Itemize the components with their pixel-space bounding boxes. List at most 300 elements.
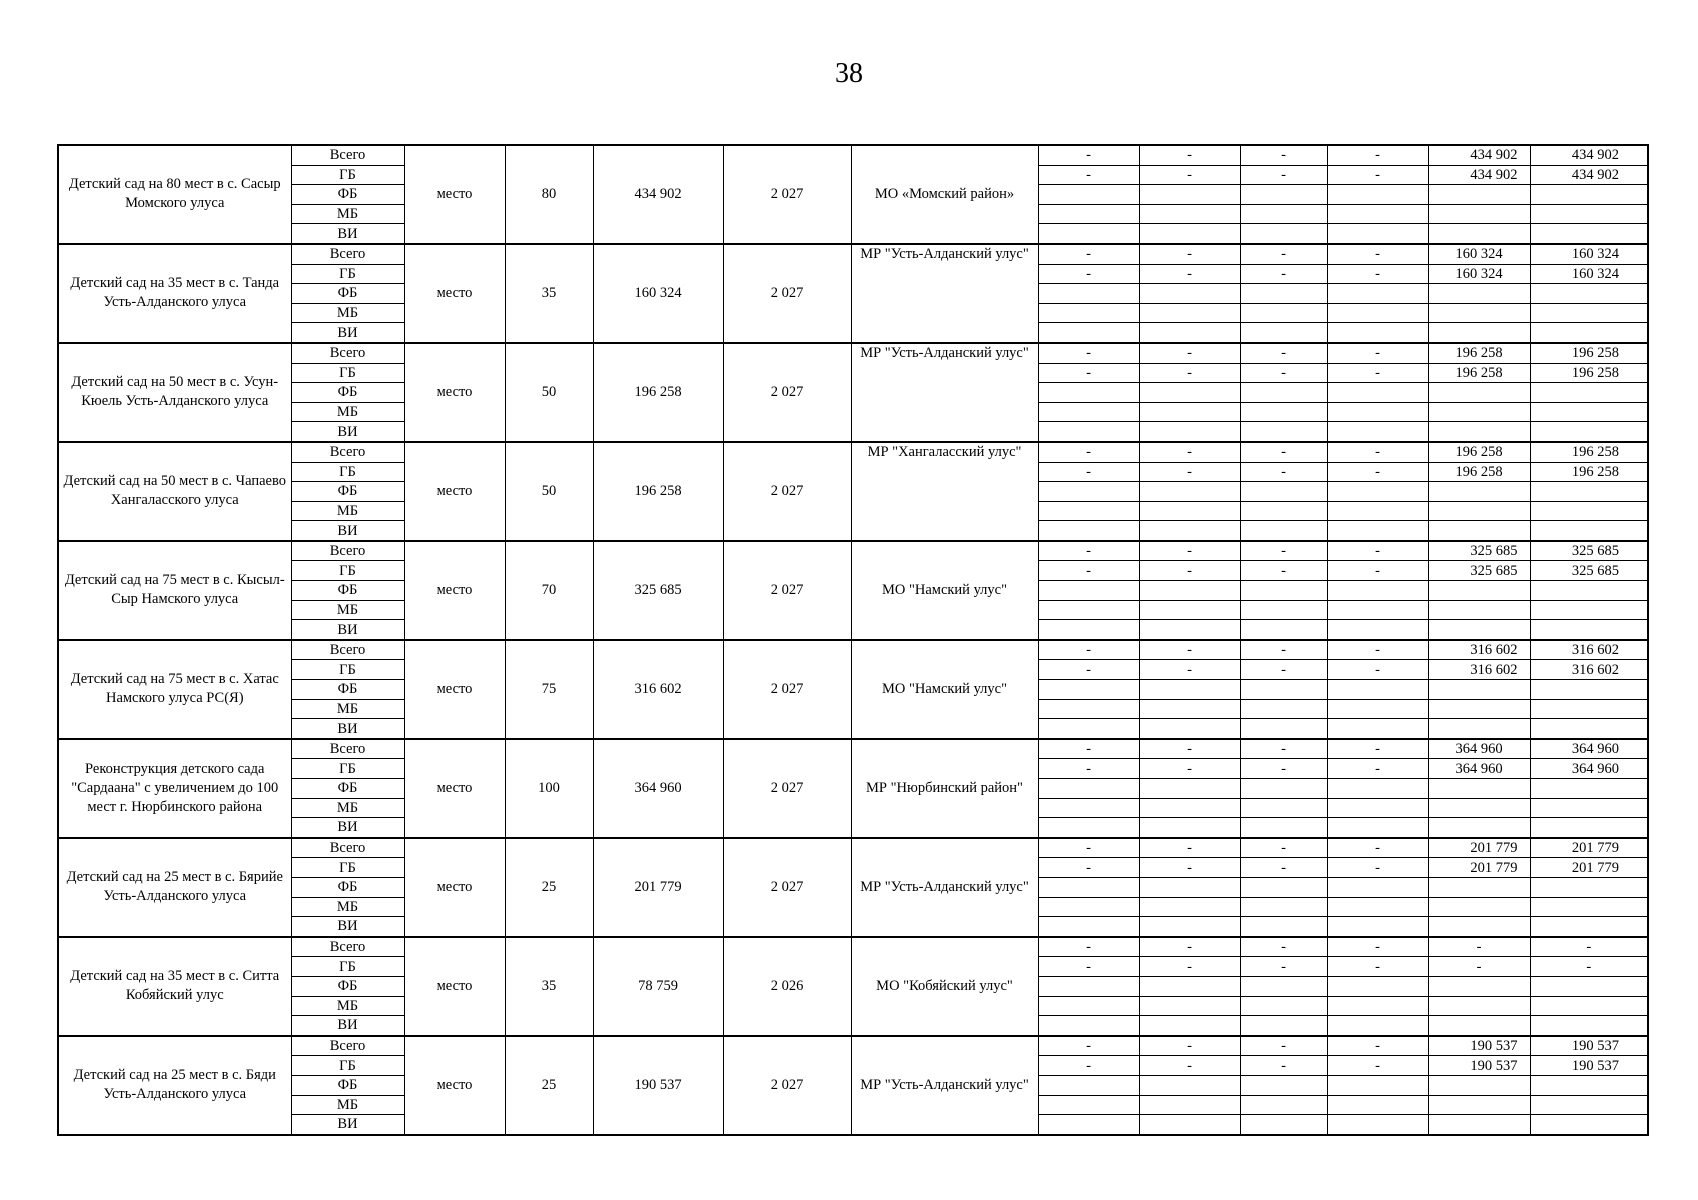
empty-cell <box>1327 284 1428 304</box>
value-cell: - <box>1038 660 1139 680</box>
value-cell: - <box>1038 739 1139 759</box>
empty-cell <box>1038 581 1139 601</box>
empty-cell <box>1139 1075 1240 1095</box>
empty-cell <box>1240 323 1327 343</box>
empty-cell <box>1038 897 1139 917</box>
empty-cell <box>1327 600 1428 620</box>
project-block <box>58 937 1648 1036</box>
project-name: Детский сад на 75 мест в с. Кысыл-Сыр Намского улуса <box>58 541 291 640</box>
value-cell: - <box>1139 145 1240 165</box>
funding-source: Всего <box>291 541 404 561</box>
owner-cell: МР "Усть-Алданский улус" <box>851 838 1038 937</box>
empty-cell <box>1428 1095 1530 1115</box>
empty-cell <box>1240 996 1327 1016</box>
empty-cell <box>1327 185 1428 205</box>
value-cell: - <box>1327 145 1428 165</box>
funding-source: ВИ <box>291 422 404 442</box>
funding-source: ВИ <box>291 521 404 541</box>
funding-source: Всего <box>291 1036 404 1056</box>
value-cell: - <box>1038 442 1139 462</box>
funding-source: ФБ <box>291 1075 404 1095</box>
empty-cell <box>1240 303 1327 323</box>
value-cell: - <box>1327 363 1428 383</box>
empty-cell <box>1038 779 1139 799</box>
value-cell: - <box>1240 343 1327 363</box>
empty-cell <box>1240 383 1327 403</box>
empty-cell <box>1139 581 1240 601</box>
value-cell: 434 902 <box>1428 165 1530 185</box>
funding-source: МБ <box>291 897 404 917</box>
empty-cell <box>1530 422 1648 442</box>
empty-cell <box>1240 284 1327 304</box>
value-cell: - <box>1240 937 1327 957</box>
funding-source: ГБ <box>291 660 404 680</box>
capacity-cell: 25 <box>505 838 593 937</box>
value-cell: 434 902 <box>1530 165 1648 185</box>
empty-cell <box>1139 897 1240 917</box>
empty-cell <box>1530 917 1648 937</box>
value-cell: 201 779 <box>1530 858 1648 878</box>
table-row <box>58 343 1648 363</box>
value-cell: - <box>1139 1056 1240 1076</box>
value-cell: 190 537 <box>1530 1036 1648 1056</box>
empty-cell <box>1139 996 1240 1016</box>
empty-cell <box>1038 996 1139 1016</box>
cost-cell: 196 258 <box>593 442 723 541</box>
empty-cell <box>1428 284 1530 304</box>
value-cell: 316 602 <box>1530 660 1648 680</box>
value-cell: - <box>1327 165 1428 185</box>
empty-cell <box>1327 581 1428 601</box>
value-cell: - <box>1240 660 1327 680</box>
empty-cell <box>1327 521 1428 541</box>
empty-cell <box>1327 501 1428 521</box>
empty-cell <box>1327 422 1428 442</box>
empty-cell <box>1038 917 1139 937</box>
funding-source: ВИ <box>291 620 404 640</box>
empty-cell <box>1038 798 1139 818</box>
empty-cell <box>1428 897 1530 917</box>
empty-cell <box>1530 877 1648 897</box>
empty-cell <box>1139 303 1240 323</box>
empty-cell <box>1530 976 1648 996</box>
unit-cell: место <box>404 541 505 640</box>
value-cell: - <box>1240 739 1327 759</box>
empty-cell <box>1428 204 1530 224</box>
value-cell: - <box>1240 858 1327 878</box>
funding-source: МБ <box>291 798 404 818</box>
empty-cell <box>1139 600 1240 620</box>
unit-cell: место <box>404 640 505 739</box>
funding-source: ФБ <box>291 581 404 601</box>
value-cell: 160 324 <box>1428 244 1530 264</box>
value-cell: 325 685 <box>1428 561 1530 581</box>
value-cell: - <box>1139 858 1240 878</box>
value-cell: 160 324 <box>1530 244 1648 264</box>
project-name: Реконструкция детского сада "Сардаана" с увеличением до 100 мест г. Нюрбинского района <box>58 739 291 838</box>
empty-cell <box>1038 719 1139 739</box>
empty-cell <box>1428 521 1530 541</box>
owner-cell: МР "Усть-Алданский улус" <box>851 1036 1038 1135</box>
value-cell: - <box>1038 244 1139 264</box>
empty-cell <box>1240 204 1327 224</box>
empty-cell <box>1038 1115 1139 1135</box>
project-name: Детский сад на 35 мест в с. Ситта Кобяйский улус <box>58 937 291 1036</box>
owner-cell: МР "Усть-Алданский улус" <box>851 244 1038 343</box>
funding-source: Всего <box>291 937 404 957</box>
empty-cell <box>1038 402 1139 422</box>
empty-cell <box>1240 917 1327 937</box>
empty-cell <box>1327 917 1428 937</box>
value-cell: - <box>1139 462 1240 482</box>
empty-cell <box>1038 1016 1139 1036</box>
capacity-cell: 25 <box>505 1036 593 1135</box>
funding-source: ГБ <box>291 759 404 779</box>
empty-cell <box>1240 422 1327 442</box>
empty-cell <box>1139 521 1240 541</box>
value-cell: 316 602 <box>1530 640 1648 660</box>
value-cell: - <box>1038 145 1139 165</box>
table-row <box>58 937 1648 957</box>
cost-cell: 201 779 <box>593 838 723 937</box>
project-name: Детский сад на 75 мест в с. Хатас Намского улуса РС(Я) <box>58 640 291 739</box>
table-row <box>58 1036 1648 1056</box>
value-cell: - <box>1530 957 1648 977</box>
value-cell: - <box>1139 739 1240 759</box>
value-cell: - <box>1428 957 1530 977</box>
empty-cell <box>1240 482 1327 502</box>
empty-cell <box>1038 383 1139 403</box>
empty-cell <box>1327 224 1428 244</box>
empty-cell <box>1530 897 1648 917</box>
unit-cell: место <box>404 1036 505 1135</box>
empty-cell <box>1530 521 1648 541</box>
value-cell: 325 685 <box>1530 541 1648 561</box>
empty-cell <box>1038 818 1139 838</box>
empty-cell <box>1038 620 1139 640</box>
empty-cell <box>1530 581 1648 601</box>
funding-source: ВИ <box>291 1115 404 1135</box>
empty-cell <box>1327 798 1428 818</box>
empty-cell <box>1240 600 1327 620</box>
value-cell: 201 779 <box>1428 838 1530 858</box>
empty-cell <box>1530 284 1648 304</box>
empty-cell <box>1327 402 1428 422</box>
funding-source: ФБ <box>291 680 404 700</box>
capacity-cell: 35 <box>505 244 593 343</box>
empty-cell <box>1139 185 1240 205</box>
project-block <box>58 640 1648 739</box>
value-cell: 364 960 <box>1530 739 1648 759</box>
cost-cell: 316 602 <box>593 640 723 739</box>
empty-cell <box>1038 185 1139 205</box>
funding-source: ГБ <box>291 957 404 977</box>
value-cell: - <box>1038 759 1139 779</box>
empty-cell <box>1038 284 1139 304</box>
unit-cell: место <box>404 244 505 343</box>
empty-cell <box>1139 1115 1240 1135</box>
value-cell: - <box>1139 937 1240 957</box>
empty-cell <box>1139 976 1240 996</box>
page-number: 38 <box>835 58 863 89</box>
empty-cell <box>1428 818 1530 838</box>
empty-cell <box>1428 224 1530 244</box>
value-cell: - <box>1038 165 1139 185</box>
empty-cell <box>1139 204 1240 224</box>
empty-cell <box>1428 719 1530 739</box>
value-cell: - <box>1327 1056 1428 1076</box>
empty-cell <box>1428 620 1530 640</box>
funding-source: Всего <box>291 343 404 363</box>
empty-cell <box>1530 1016 1648 1036</box>
empty-cell <box>1428 482 1530 502</box>
project-name: Детский сад на 50 мест в с. Усун-Кюель Усть-Алданского улуса <box>58 343 291 442</box>
funding-source: ВИ <box>291 323 404 343</box>
value-cell: - <box>1240 759 1327 779</box>
value-cell: 325 685 <box>1428 541 1530 561</box>
funding-source: МБ <box>291 1095 404 1115</box>
empty-cell <box>1530 719 1648 739</box>
funding-source: Всего <box>291 145 404 165</box>
empty-cell <box>1139 482 1240 502</box>
cost-cell: 364 960 <box>593 739 723 838</box>
empty-cell <box>1327 996 1428 1016</box>
funding-source: ВИ <box>291 818 404 838</box>
empty-cell <box>1327 204 1428 224</box>
year-cell: 2 027 <box>723 1036 851 1135</box>
value-cell: - <box>1240 363 1327 383</box>
value-cell: 364 960 <box>1428 759 1530 779</box>
value-cell: 196 258 <box>1428 363 1530 383</box>
empty-cell <box>1139 383 1240 403</box>
empty-cell <box>1139 818 1240 838</box>
owner-cell: МО «Момский район» <box>851 145 1038 244</box>
empty-cell <box>1038 501 1139 521</box>
value-cell: - <box>1327 759 1428 779</box>
project-name: Детский сад на 80 мест в с. Сасыр Момского улуса <box>58 145 291 244</box>
funding-source: МБ <box>291 699 404 719</box>
empty-cell <box>1240 699 1327 719</box>
funding-source: ГБ <box>291 264 404 284</box>
empty-cell <box>1327 719 1428 739</box>
table-row <box>58 541 1648 561</box>
owner-cell: МО "Намский улус" <box>851 541 1038 640</box>
empty-cell <box>1530 1115 1648 1135</box>
value-cell: 160 324 <box>1530 264 1648 284</box>
value-cell: 190 537 <box>1530 1056 1648 1076</box>
value-cell: 196 258 <box>1530 442 1648 462</box>
empty-cell <box>1327 303 1428 323</box>
funding-source: Всего <box>291 442 404 462</box>
empty-cell <box>1428 303 1530 323</box>
empty-cell <box>1038 976 1139 996</box>
empty-cell <box>1530 996 1648 1016</box>
value-cell: - <box>1139 264 1240 284</box>
value-cell: 190 537 <box>1428 1056 1530 1076</box>
value-cell: - <box>1038 957 1139 977</box>
unit-cell: место <box>404 739 505 838</box>
empty-cell <box>1038 204 1139 224</box>
empty-cell <box>1327 877 1428 897</box>
funding-source: ГБ <box>291 165 404 185</box>
empty-cell <box>1428 600 1530 620</box>
empty-cell <box>1240 1095 1327 1115</box>
value-cell: - <box>1139 363 1240 383</box>
value-cell: - <box>1327 343 1428 363</box>
cost-cell: 190 537 <box>593 1036 723 1135</box>
empty-cell <box>1428 1075 1530 1095</box>
project-block <box>58 442 1648 541</box>
empty-cell <box>1428 877 1530 897</box>
value-cell: - <box>1240 1036 1327 1056</box>
empty-cell <box>1327 976 1428 996</box>
empty-cell <box>1428 581 1530 601</box>
funding-source: МБ <box>291 501 404 521</box>
value-cell: - <box>1327 1036 1428 1056</box>
empty-cell <box>1038 303 1139 323</box>
empty-cell <box>1038 323 1139 343</box>
owner-cell: МР "Нюрбинский район" <box>851 739 1038 838</box>
value-cell: - <box>1240 244 1327 264</box>
value-cell: 196 258 <box>1530 363 1648 383</box>
empty-cell <box>1530 402 1648 422</box>
value-cell: - <box>1038 858 1139 878</box>
empty-cell <box>1530 204 1648 224</box>
empty-cell <box>1327 818 1428 838</box>
empty-cell <box>1240 620 1327 640</box>
value-cell: - <box>1327 739 1428 759</box>
empty-cell <box>1530 699 1648 719</box>
value-cell: 364 960 <box>1428 739 1530 759</box>
empty-cell <box>1139 284 1240 304</box>
funding-source: Всего <box>291 244 404 264</box>
empty-cell <box>1327 482 1428 502</box>
owner-cell: МР "Хангаласский улус" <box>851 442 1038 541</box>
empty-cell <box>1327 1016 1428 1036</box>
unit-cell: место <box>404 838 505 937</box>
empty-cell <box>1428 1115 1530 1135</box>
funding-source: ФБ <box>291 779 404 799</box>
year-cell: 2 027 <box>723 640 851 739</box>
project-name: Детский сад на 50 мест в с. Чапаево Хангаласского улуса <box>58 442 291 541</box>
project-name: Детский сад на 35 мест в с. Танда Усть-Алданского улуса <box>58 244 291 343</box>
empty-cell <box>1139 877 1240 897</box>
value-cell: - <box>1240 838 1327 858</box>
value-cell: - <box>1240 264 1327 284</box>
value-cell: - <box>1327 838 1428 858</box>
value-cell: 316 602 <box>1428 640 1530 660</box>
cost-cell: 160 324 <box>593 244 723 343</box>
empty-cell <box>1428 917 1530 937</box>
empty-cell <box>1139 699 1240 719</box>
value-cell: 201 779 <box>1428 858 1530 878</box>
funding-source: Всего <box>291 739 404 759</box>
empty-cell <box>1240 818 1327 838</box>
unit-cell: место <box>404 145 505 244</box>
year-cell: 2 027 <box>723 739 851 838</box>
owner-cell: МР "Усть-Алданский улус" <box>851 343 1038 442</box>
value-cell: 325 685 <box>1530 561 1648 581</box>
value-cell: 190 537 <box>1428 1036 1530 1056</box>
empty-cell <box>1530 818 1648 838</box>
unit-cell: место <box>404 937 505 1036</box>
empty-cell <box>1428 798 1530 818</box>
empty-cell <box>1428 422 1530 442</box>
value-cell: - <box>1327 640 1428 660</box>
value-cell: - <box>1038 1056 1139 1076</box>
table-row <box>58 442 1648 462</box>
unit-cell: место <box>404 343 505 442</box>
year-cell: 2 027 <box>723 244 851 343</box>
empty-cell <box>1530 1095 1648 1115</box>
empty-cell <box>1038 422 1139 442</box>
empty-cell <box>1240 581 1327 601</box>
empty-cell <box>1139 798 1240 818</box>
value-cell: - <box>1327 937 1428 957</box>
investment-table <box>57 144 1649 1136</box>
empty-cell <box>1240 680 1327 700</box>
funding-source: ВИ <box>291 224 404 244</box>
capacity-cell: 70 <box>505 541 593 640</box>
empty-cell <box>1240 1115 1327 1135</box>
funding-source: Всего <box>291 640 404 660</box>
empty-cell <box>1240 402 1327 422</box>
value-cell: - <box>1038 363 1139 383</box>
empty-cell <box>1428 699 1530 719</box>
capacity-cell: 35 <box>505 937 593 1036</box>
funding-source: ГБ <box>291 561 404 581</box>
empty-cell <box>1327 1075 1428 1095</box>
empty-cell <box>1428 402 1530 422</box>
empty-cell <box>1428 976 1530 996</box>
funding-source: ВИ <box>291 1016 404 1036</box>
table-row <box>58 640 1648 660</box>
empty-cell <box>1240 798 1327 818</box>
funding-source: ГБ <box>291 462 404 482</box>
value-cell: 364 960 <box>1530 759 1648 779</box>
capacity-cell: 80 <box>505 145 593 244</box>
empty-cell <box>1530 798 1648 818</box>
value-cell: 196 258 <box>1530 343 1648 363</box>
capacity-cell: 50 <box>505 442 593 541</box>
empty-cell <box>1428 323 1530 343</box>
funding-source: ГБ <box>291 1056 404 1076</box>
empty-cell <box>1139 323 1240 343</box>
empty-cell <box>1327 779 1428 799</box>
funding-source: ФБ <box>291 383 404 403</box>
empty-cell <box>1428 779 1530 799</box>
empty-cell <box>1240 1016 1327 1036</box>
value-cell: 196 258 <box>1428 442 1530 462</box>
value-cell: - <box>1327 561 1428 581</box>
capacity-cell: 50 <box>505 343 593 442</box>
value-cell: - <box>1139 244 1240 264</box>
project-block <box>58 145 1648 244</box>
empty-cell <box>1240 501 1327 521</box>
table-row <box>58 244 1648 264</box>
value-cell: - <box>1240 957 1327 977</box>
empty-cell <box>1139 779 1240 799</box>
empty-cell <box>1038 224 1139 244</box>
value-cell: - <box>1240 640 1327 660</box>
empty-cell <box>1139 224 1240 244</box>
empty-cell <box>1038 600 1139 620</box>
empty-cell <box>1530 482 1648 502</box>
year-cell: 2 027 <box>723 343 851 442</box>
empty-cell <box>1240 224 1327 244</box>
value-cell: - <box>1139 838 1240 858</box>
value-cell: - <box>1327 660 1428 680</box>
